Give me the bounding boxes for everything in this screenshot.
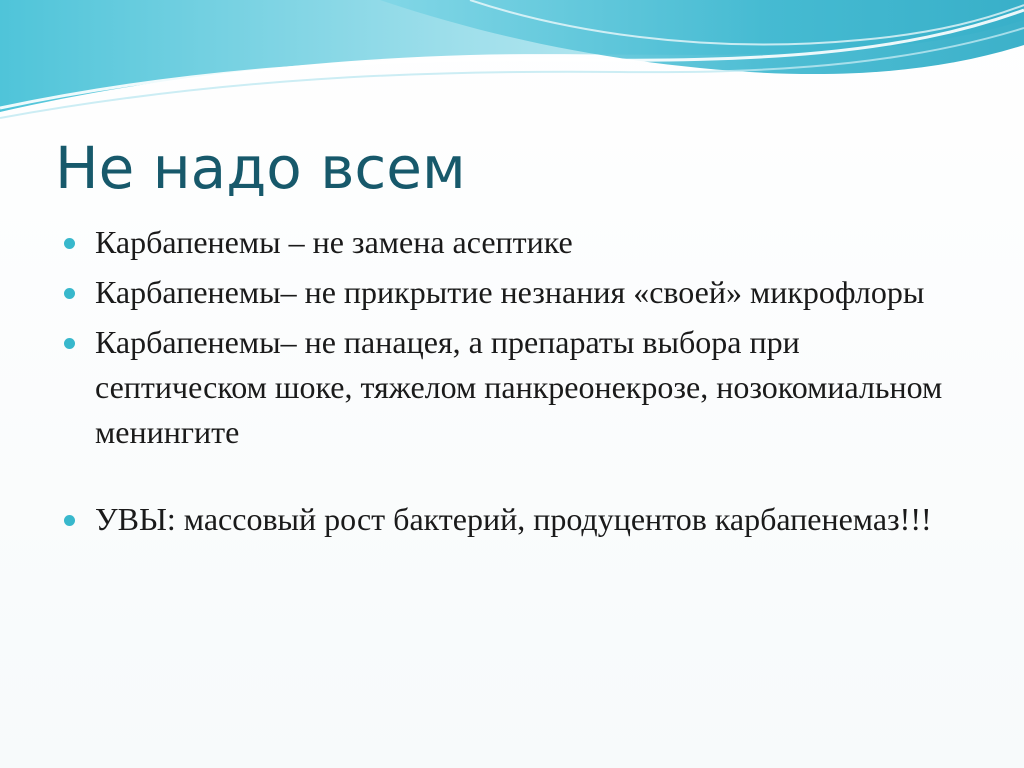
bullet-list: [62, 220, 962, 547]
bullet-dot-icon: [64, 515, 75, 526]
bullet-text: Карбапенемы– не прикрытие незнания «своей» микрофлоры: [95, 274, 925, 310]
bullet-text: УВЫ: массовый рост бактерий, продуцентов карбапенемаз!!!: [95, 501, 932, 537]
bullet-item: [62, 220, 962, 265]
bullet-item: [62, 270, 962, 315]
bullet-dot-icon: [64, 288, 75, 299]
bullet-item: [62, 320, 962, 455]
bullet-item: [62, 497, 962, 542]
bullet-dot-icon: [64, 238, 75, 249]
decorative-wave-header: [0, 0, 1024, 130]
bullet-text: Карбапенемы– не панацея, а препараты выбора при септическом шоке, тяжелом панкреонекрозе, нозокомиальном менингите: [95, 324, 943, 450]
bullet-dot-icon: [64, 338, 75, 349]
bullet-text: Карбапенемы – не замена асептике: [95, 224, 573, 260]
slide-title: Не надо всем: [55, 134, 466, 202]
